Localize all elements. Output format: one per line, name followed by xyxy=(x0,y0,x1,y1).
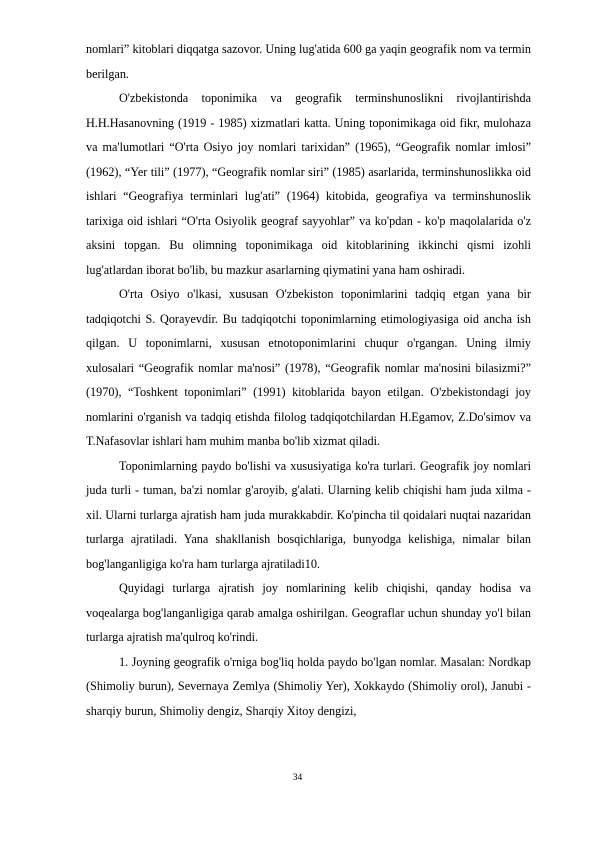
paragraph-toponym-types: Toponimlarning paydo bo'lishi va xususiyatiga ko'ra turlari. Geografik joy nomlari juda turli - tuman, ba'zi nomlar g'aroyib, g'alati. Ularning kelib chiqishi ham juda xilma - xil. Ularni turlarga ajratish ham juda murakkabdir. Ko'pincha til qoidalari nuqtai nazaridan turlarga ajratiladi. Yana shakllanish bosqichlariga, bunyodga kelishiga, nimalar bilan bog'langanligiga ko'ra ham turlarga ajratiladi10. xyxy=(86,458,531,571)
page-number: 34 xyxy=(292,773,303,783)
paragraph-classification: Quyidagi turlarga ajratish joy nomlarining kelib chiqishi, qanday hodisa va voqealarga bog'langanligiga qarab amalga oshirilgan. Geograflar uchun shunday yo'l bilan turlarga ajratish ma'qulroq ko'rindi. xyxy=(86,581,531,644)
paragraph-qorayev: O'rta Osiyo o'lkasi, xususan O'zbekiston toponimlarini tadqiq etgan yana bir tadqiqotchi S. Qorayevdir. Bu tadqiqotchi toponimlarning etimologiyasiga oid ancha ish qilgan. U toponimlarni, xususan etnotoponimlarini chuqur o'rgangan. Uning ilmiy xulosalari “Geografik nomlar ma'nosi” (1978), “Geografik nomlar ma'nosini bilasizmi?” (1970), “Toshkent toponimlari” (1991) kitoblarida bayon etilgan. O'zbekistondagi joy nomlarini o'rganish va tadqiq etishda filolog tadqiqotchilardan H.Egamov, Z.Do'simov va T.Nafasovlar ishlari ham muhim manba bo'lib xizmat qiladi. xyxy=(86,287,531,448)
paragraph-hasanov: O'zbekistonda toponimika va geografik terminshunoslikni rivojlantirishda H.H.Hasanovning (1919 - 1985) xizmatlari katta. Uning toponimikaga oid fikr, mulohaza va ma'lumotlari “O'rta Osiyo joy nomlari tarixidan” (1965), “Geografik nomlar imlosi” (1962), “Yer tili” (1977), “Geografik nomlar siri” (1985) asarlarida, terminshunoslikka oid ishlari “Geografiya terminlari lug'ati” (1964) kitobida, geografiya va terminshunoslik tarixiga oid ishlari “O'rta Osiyolik geograf sayyohlar” va ko'pdan - ko'p maqolalarida o'z aksini topgan. Bu olimning toponimikaga oid kitoblarining ikkinchi qismi izohli lug'atlardan iborat bo'lib, bu mazkur asarlarning qiymatini yana ham oshiradi. xyxy=(86,91,531,277)
document-body xyxy=(86,37,531,723)
paragraph-list-item-1: 1. Joyning geografik o'rniga bog'liq holda paydo bo'lgan nomlar. Masalan: Nordkap (Shimoliy burun), Severnaya Zemlya (Shimoliy Yer), Xokkaydo (Shimoliy orol), Janubi - sharqiy burun, Shimoliy dengiz, Sharqiy Xitoy dengizi, xyxy=(86,654,531,718)
paragraph-continuation: nomlari” kitoblari diqqatga sazovor. Uning lug'atida 600 ga yaqin geografik nom va termin berilgan. xyxy=(86,42,531,81)
